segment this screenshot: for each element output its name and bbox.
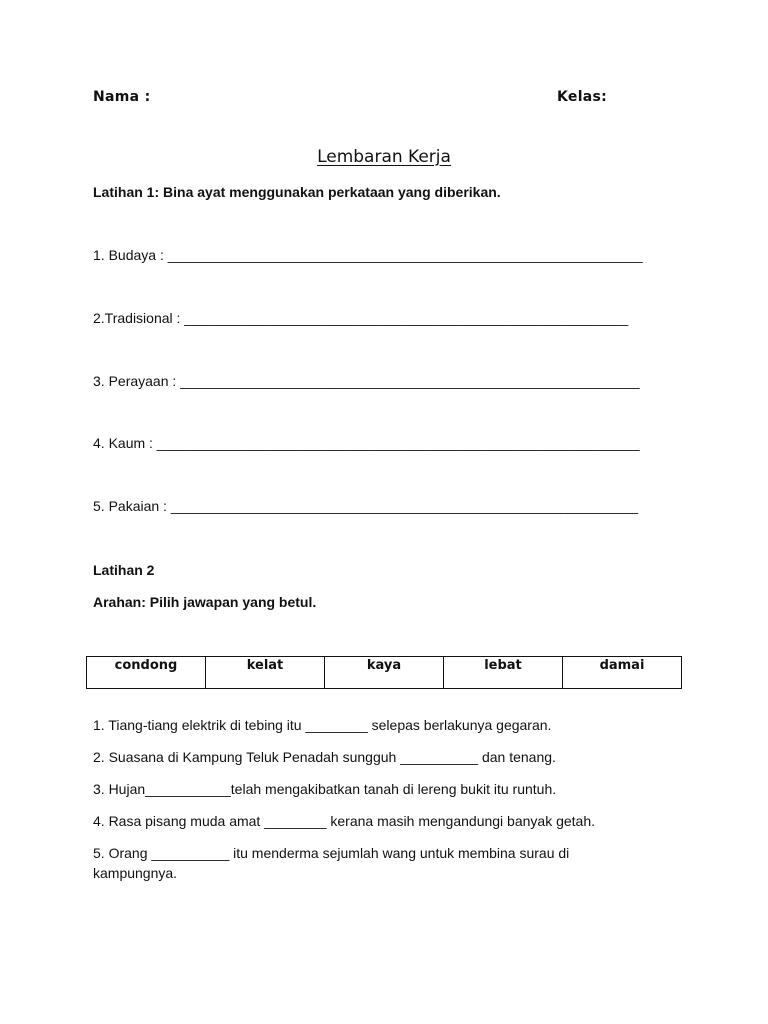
exercise2-label: Latihan 2: [93, 562, 155, 578]
exercise1-item-1: 1. Budaya : _____________________________________________________________: [93, 247, 643, 263]
question-3: 3. Hujan___________telah mengakibatkan tanah di lereng bukit itu runtuh.: [93, 781, 557, 797]
exercise1-item-3: 3. Perayaan : ___________________________________________________________: [93, 373, 640, 389]
name-label: Nama :: [93, 89, 151, 105]
word-choice: kaya: [325, 657, 444, 689]
exercise1-heading: [93, 184, 501, 201]
word-choice: kelat: [206, 657, 325, 689]
exercise1-item-5: 5. Pakaian : ____________________________________________________________: [93, 498, 638, 514]
exercise1-item-4: 4. Kaum : ______________________________________________________________: [93, 435, 640, 451]
word-choice: damai: [563, 657, 682, 689]
exercise1-item-2: 2.Tradisional : _________________________________________________________: [93, 310, 629, 326]
word-choice: lebat: [444, 657, 563, 689]
word-choices-table: [86, 656, 682, 689]
question-1: 1. Tiang-tiang elektrik di tebing itu ________ selepas berlakunya gegaran.: [93, 717, 552, 733]
question-5: 5. Orang __________ itu menderma sejumlah wang untuk membina surau di kampungnya.: [93, 845, 570, 881]
word-choices-row: [87, 657, 682, 689]
question-4: 4. Rasa pisang muda amat ________ kerana masih mengandungi banyak getah.: [93, 813, 596, 829]
question-2: 2. Suasana di Kampung Teluk Penadah sungguh __________ dan tenang.: [93, 749, 556, 765]
page-title: Lembaran Kerja: [317, 147, 451, 167]
class-label: Kelas:: [557, 89, 608, 105]
exercise1-label: Latihan 1: [93, 184, 155, 200]
exercise2-instruction: Arahan: Pilih jawapan yang betul.: [93, 594, 317, 610]
word-choice: condong: [87, 657, 206, 689]
exercise1-instruction: : Bina ayat menggunakan perkataan yang diberikan.: [154, 184, 501, 200]
